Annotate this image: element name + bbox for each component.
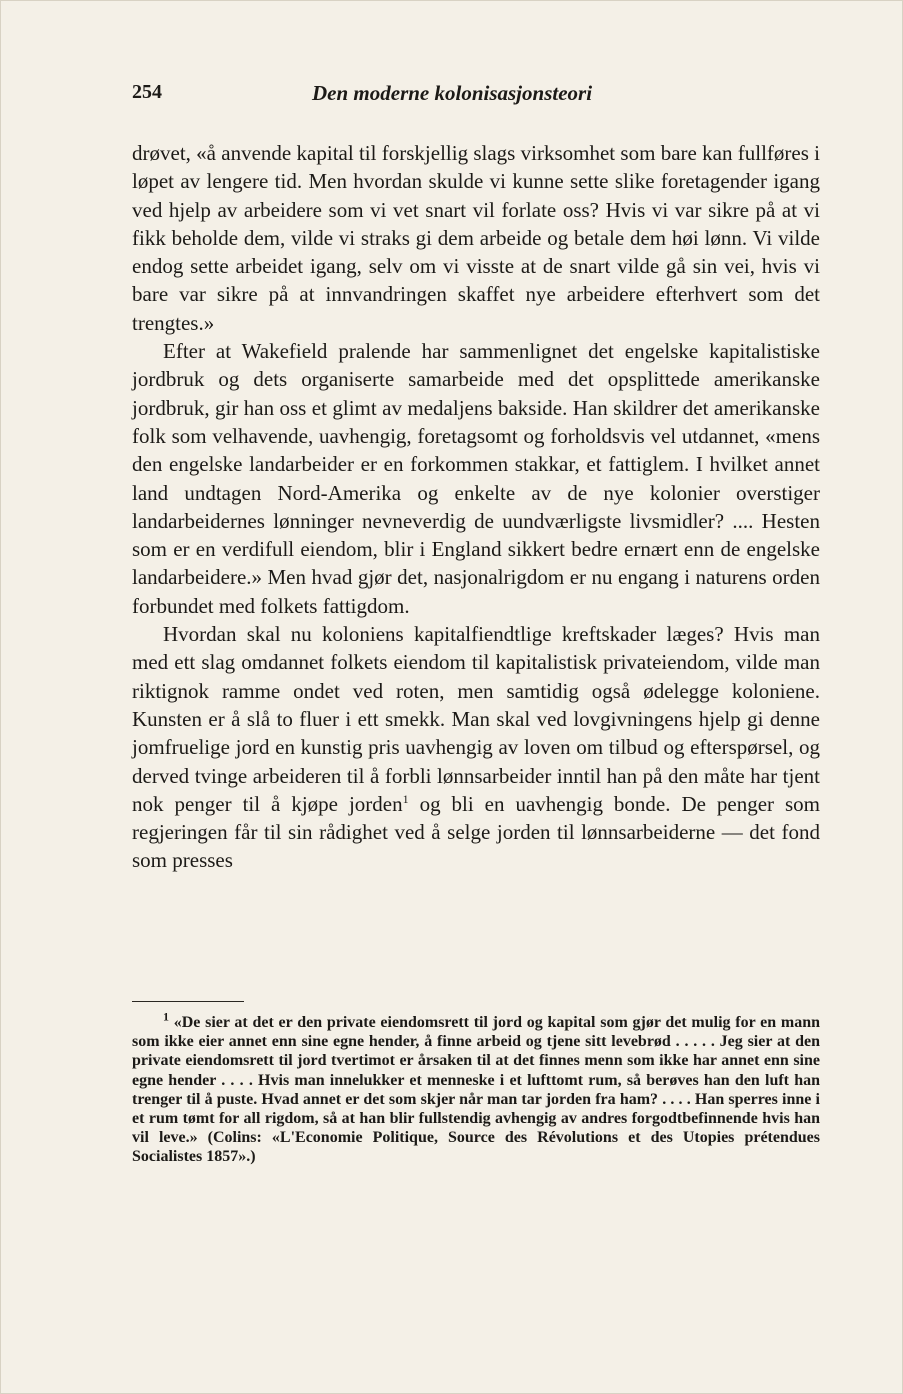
footnote-text: «De sier at det er den private eiendomsrett til jord og kapital som gjør det mulig for en mann som ikke eier annet enn sine egne hender, å finne arbeid og tjene sitt levebrød . . . . . Jeg sier at den private eiendomsrett til jord tvertimot er årsaken til at det finnes menn som ikke har annet enn sine egne hender . . . . Hvis man innelukker et menneske i et lufttomt rum, så berøves han den luft han trenger til å puste. Hvad annet er det som skjer når man tar jorden fra ham? . . . . Han sperres inne i et rum tømt for all rigdom, så at han blir fullstendig avhengig av andres forgodtbefinnende hvis han vil leve.» (Colins: «L'Economie Politique, Source des Révolutions et des Utopies prétendues Socialistes 1857».)	[132, 1014, 820, 1166]
footnotes	[132, 1009, 820, 1167]
paragraph-3-text: Hvordan skal nu koloniens kapitalfiendtlige kreftskader læges? Hvis man med ett slag omdannet folkets eiendom til kapitalistisk privateiendom, vilde man riktignok ramme ondet ved roten, men samtidig også ødelegge koloniene. Kunsten er å slå to fluer i ett smekk. Man skal ved lovgivningens hjelp gi denne jomfruelige jord en kunstig pris uavhengig av loven om tilbud og efterspørsel, og derved tvinge arbeideren til å forbli lønnsarbeider inntil han på den måte har tjent nok penger til å kjøpe jorden	[132, 622, 820, 816]
footnote-reference: 1	[402, 791, 409, 806]
running-title: Den moderne kolonisasjonsteori	[312, 81, 593, 105]
page-header	[132, 81, 822, 111]
footnote-marker: 1	[163, 1009, 169, 1024]
paragraph-2: Efter at Wakefield pralende har sammenlignet det engelske kapitalistiske jordbruk og dets organiserte samarbeide med det opsplittede amerikanske jordbruk, gir han oss et glimt av medaljens bakside. Han skildrer det amerikanske folk som velhavende, uavhengig, foretagsomt og forholdsvis vel utdannet, «mens den engelske landarbeider er en forkommen stakkar, et fattiglem. I hvilket annet land undtagen Nord-Amerika og enkelte av de nye kolonier overstiger landarbeidernes lønninger nevneverdig de uundværligste livsmidler? .... Hesten som er en verdifull eiendom, blir i England sikkert bedre ernært enn de engelske landarbeidere.» Men hvad gjør det, nasjonalrigdom er nu engang i naturens orden forbundet med folkets fattigdom.	[132, 339, 820, 618]
body-text	[132, 139, 820, 875]
paragraph-1: drøvet, «å anvende kapital til forskjellig slags virksomhet som bare kan fullføres i løpet av lengere tid. Men hvordan skulde vi kunne sette slike foretagender igang ved hjelp av arbeidere som vi vet snart vil forlate oss? Hvis vi var sikre på at vi fikk beholde dem, vilde vi straks gi dem arbeide og betale dem høi lønn. Vi vilde endog sette arbeidet igang, selv om vi visste at de snart vilde gå sin vei, hvis vi bare var sikre på at innvandringen skaffet nye arbeidere efterhvert som det trengtes.»	[132, 141, 820, 335]
page-number: 254	[132, 81, 162, 103]
paragraph-3-continuation: og bli en uavhengig bonde. De penger som regjeringen får til sin rådighet ved å selge jorden til lønnsarbeiderne — det fond som presses	[132, 791, 821, 873]
footnote-1	[132, 1009, 820, 1167]
paragraph-3	[132, 620, 820, 875]
footnote-divider	[132, 1001, 244, 1002]
